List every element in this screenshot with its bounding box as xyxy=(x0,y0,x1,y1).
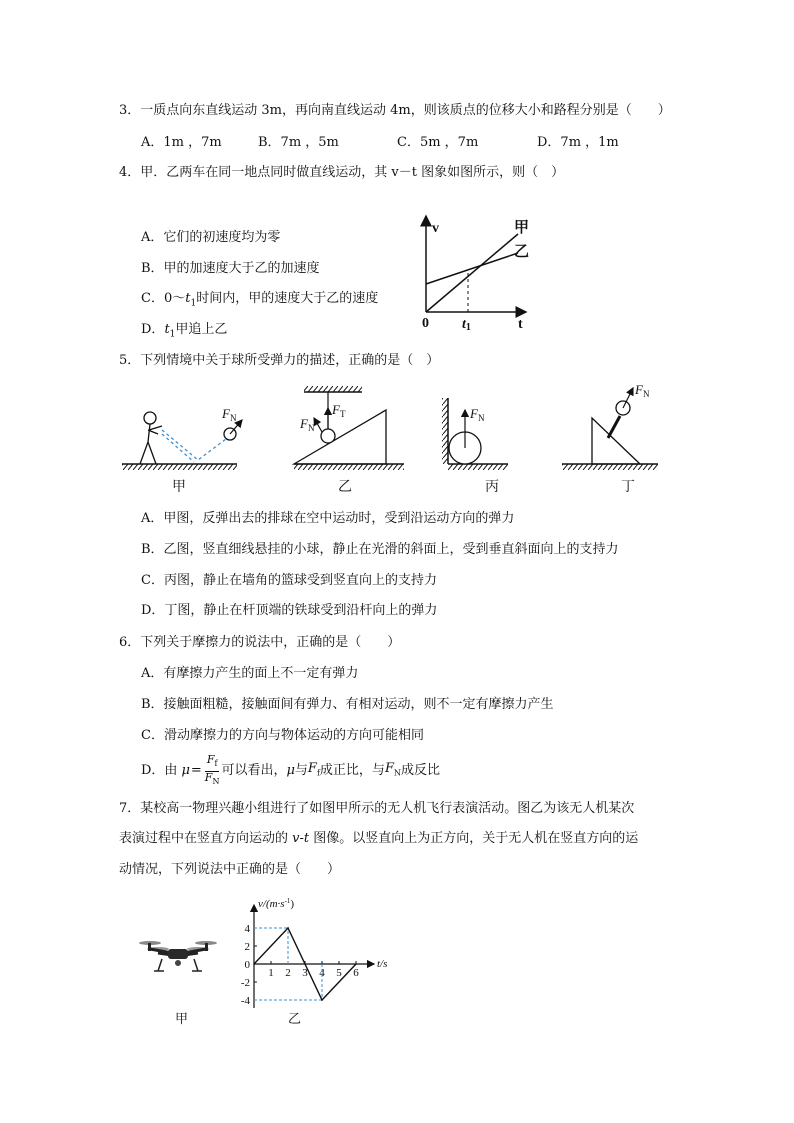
q7-y-tick-label: 2 xyxy=(244,941,250,953)
q4-series-yi-line xyxy=(426,253,518,284)
ff-symbol: $F_f$ xyxy=(307,760,320,778)
q3-option-c: C．5m ，7m xyxy=(397,135,479,150)
figure-jia xyxy=(122,406,242,470)
caption-jia: 甲 xyxy=(172,480,186,495)
figure-bing xyxy=(442,398,508,470)
q7-x-tick-label: 4 xyxy=(319,967,325,979)
q6-d-mid3: 成正比，与 xyxy=(319,763,385,778)
q5-figures xyxy=(118,380,658,495)
mu-symbol: μ xyxy=(286,763,295,778)
q5-option-d: D．丁图，静止在杆顶端的铁球受到沿杆向上的弹力 xyxy=(141,603,438,618)
caption-yi: 乙 xyxy=(338,480,352,495)
q6-d-mid1: 可以看出， xyxy=(221,763,287,778)
q7-x-tick-label: 6 xyxy=(353,967,359,979)
q4-option-a: A．它们的初速度均为零 xyxy=(141,230,281,245)
q7-y-label: $v/(m\cdot s^{-1})$ xyxy=(258,897,295,910)
q6-option-a: A．有摩擦力产生的面上不一定有弹力 xyxy=(141,666,359,681)
q4-option-c xyxy=(141,291,378,312)
q6-d-end: 成反比 xyxy=(400,763,440,778)
fraction-numerator: $F_f$ xyxy=(205,754,220,771)
q7-x-tick-label: 2 xyxy=(285,967,291,979)
t1-subscript: 1 xyxy=(169,329,176,340)
q7-line3: 动情况，下列说法中正确的是（ ） xyxy=(119,862,341,877)
q5-option-a: A．甲图，反弹出去的排球在空中运动时，受到沿运动方向的弹力 xyxy=(141,511,515,526)
q4-x-label: t xyxy=(518,317,523,332)
q4-option-b: B．甲的加速度大于乙的加速度 xyxy=(141,261,320,276)
q6-d-prefix: D．由 xyxy=(141,763,178,778)
q4-option-d xyxy=(141,322,227,343)
q6-option-b: B．接触面粗糙，接触面间有弹力、有相对运动，则不一定有摩擦力产生 xyxy=(141,697,554,712)
q7-line1: 7．某校高一物理兴趣小组进行了如图甲所示的无人机飞行表演活动。图乙为该无人机某次 xyxy=(119,801,635,816)
q5-option-c: C．丙图，静止在墙角的篮球受到竖直向上的支持力 xyxy=(141,573,437,588)
q7-plot xyxy=(241,905,374,1008)
q3-option-d: D．7m ，1m xyxy=(537,135,619,150)
q7-line2: 表演过程中在竖直方向运动的 v-t 图像。以竖直向上为正方向，关于无人机在竖直方向的运 xyxy=(119,831,639,846)
q7-data-point xyxy=(253,963,255,965)
q7-y-tick-label: 4 xyxy=(244,923,250,935)
svg-text:FN: $F_N$ xyxy=(470,406,485,423)
q6-option-c: C．滑动摩擦力的方向与物体运动的方向可能相同 xyxy=(141,728,424,743)
q7-data-point xyxy=(287,927,289,929)
figure-ding xyxy=(562,382,658,470)
fraction-denominator: $F_N$ xyxy=(204,770,220,786)
q4-series-yi-label: 乙 xyxy=(514,244,530,260)
q5-option-b: B．乙图，竖直细线悬挂的小球，静止在光滑的斜面上，受到垂直斜面向上的支持力 xyxy=(141,542,619,557)
svg-text:FN: $F_N$ xyxy=(635,382,650,399)
svg-text:FN: $F_N$ xyxy=(300,416,315,433)
drone-image xyxy=(138,935,218,980)
equals-sign: = xyxy=(190,763,202,778)
q5-stem: 5．下列情境中关于球所受弹力的描述，正确的是（ ） xyxy=(119,353,440,368)
q3-stem: 3．一质点向东直线运动 3m，再向南直线运动 4m，则该质点的位移大小和路程分别是（ ） xyxy=(119,103,671,118)
q6-stem: 6．下列关于摩擦力的说法中，正确的是（ ） xyxy=(119,635,401,650)
caption-ding: 丁 xyxy=(621,480,635,495)
q7-x-tick-label: 1 xyxy=(268,967,274,979)
q4-t1-label: t1 xyxy=(462,317,471,333)
q4-series-jia-line xyxy=(426,234,518,312)
fn-symbol: $F_N$ xyxy=(384,760,401,778)
q4-vt-graph xyxy=(410,210,540,335)
q7-caption-yi: 乙 xyxy=(288,1012,302,1027)
q7-vt-graph xyxy=(232,895,402,1010)
q4-stem: 4．甲．乙两车在同一地点同时做直线运动，其 v－t 图象如图所示，则（ ） xyxy=(119,165,565,180)
q6-option-d xyxy=(141,753,440,786)
t1-symbol: t xyxy=(164,322,170,337)
q7-x-tick-label: 5 xyxy=(336,967,342,979)
q4-y-label: v xyxy=(432,221,439,236)
q4-option-d-text: 甲追上乙 xyxy=(175,322,228,337)
svg-text:FN: $F_N$ xyxy=(222,406,237,423)
fraction xyxy=(203,754,222,787)
q7-y-tick-label: -2 xyxy=(240,977,250,989)
q7-y-tick-label: -4 xyxy=(240,995,250,1007)
q7-x-tick-label: 3 xyxy=(302,967,308,979)
q7-y-tick-label: 0 xyxy=(244,959,250,971)
t1-symbol: t xyxy=(185,291,191,306)
caption-bing: 丙 xyxy=(485,480,499,495)
figure-yi xyxy=(294,386,404,470)
q7-caption-jia: 甲 xyxy=(175,1012,189,1027)
q7-data-point xyxy=(321,999,323,1001)
q7-data-point xyxy=(355,963,357,965)
q7-x-label: t/s xyxy=(377,958,388,970)
svg-text:FT: $F_T$ xyxy=(332,402,346,419)
q4-option-d-prefix: D． xyxy=(141,322,165,337)
q3-option-a: A．1m ，7m xyxy=(141,135,222,150)
q6-d-mid2: 与 xyxy=(294,763,308,778)
q4-option-c-text: 时间内，甲的速度大于乙的速度 xyxy=(196,291,379,306)
q4-series-jia-label: 甲 xyxy=(514,220,530,236)
q3-option-b: B．7m ，5m xyxy=(258,135,339,150)
mu-symbol: μ xyxy=(181,763,190,778)
t1-subscript: 1 xyxy=(190,298,197,309)
q4-option-c-prefix: C．0～ xyxy=(141,291,186,306)
q4-origin-label: 0 xyxy=(422,316,429,331)
